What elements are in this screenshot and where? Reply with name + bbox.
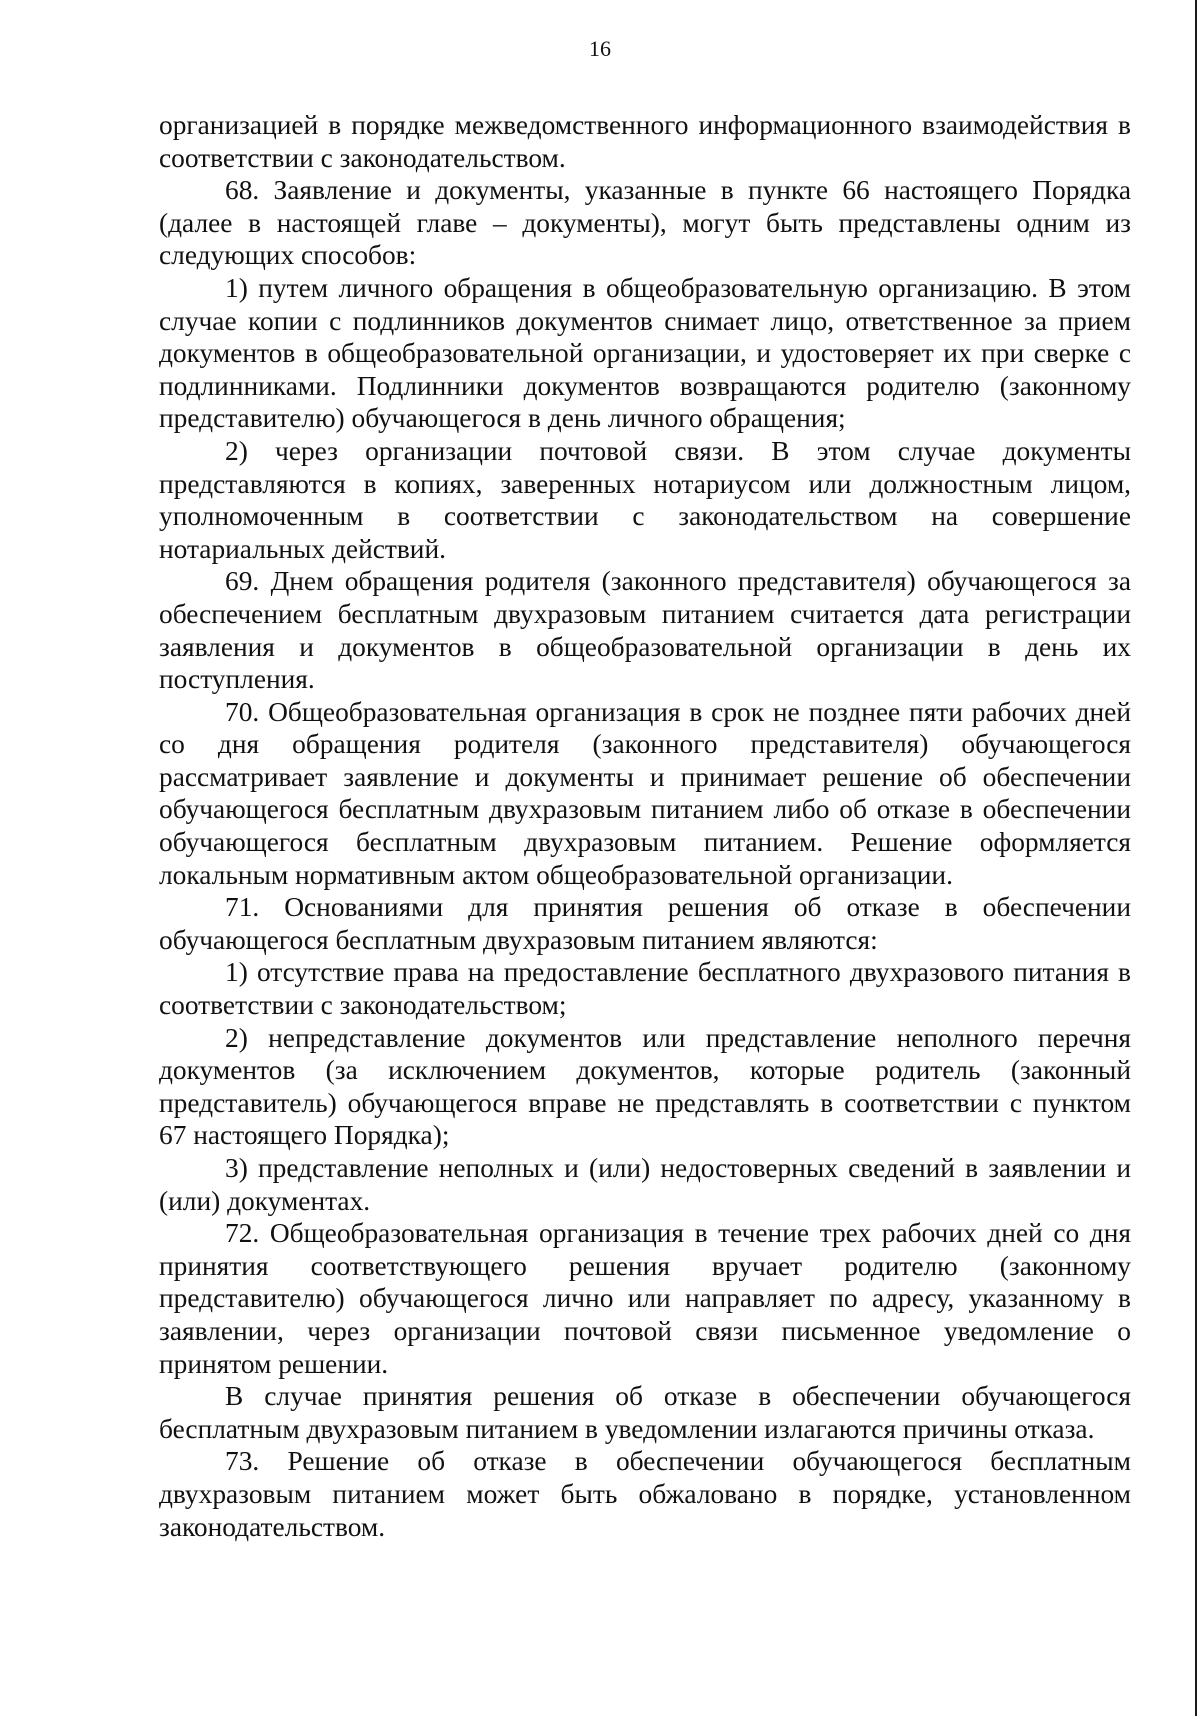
paragraph-68: 68. Заявление и документы, указанные в пункте 66 настоящего Порядка (далее в настоящей главе – документы), могут быть представлены одним из следующих способов: bbox=[159, 175, 1131, 271]
paragraph-71-item-2: 2) непредставление документов или представление неполного перечня документов (за исключением документов, которые родитель (законный представитель) обучающегося вправе не представлять в соответствии с пунктом 67 настоящего Порядка); bbox=[159, 1022, 1131, 1151]
paragraph-72-refusal: В случае принятия решения об отказе в обеспечении обучающегося бесплатным двухразовым питанием в уведомлении излагаются причины отказа. bbox=[159, 1381, 1131, 1444]
paragraph-73: 73. Решение об отказе в обеспечении обучающегося бесплатным двухразовым питанием может быть обжаловано в порядке, установленном законодательством. bbox=[159, 1446, 1131, 1542]
document-body bbox=[159, 109, 1131, 1543]
page-number: 16 bbox=[589, 36, 611, 61]
paragraph-71-item-1: 1) отсутствие права на предоставление бесплатного двухразового питания в соответствии с законодательством; bbox=[159, 957, 1131, 1021]
paragraph-72: 72. Общеобразовательная организация в течение трех рабочих дней со дня принятия соответствующего решения вручает родителю (законному представителю) обучающегося лично или направляет по адресу, указанному в заявлении, через организации почтовой связи письменное уведомление о принятом решении. bbox=[159, 1218, 1131, 1379]
paragraph-69: 69. Днем обращения родителя (законного представителя) обучающегося за обеспечением бесплатным двухразовым питанием считается дата регистрации заявления и документов в общеобразовательной организации в день их поступления. bbox=[159, 566, 1131, 695]
page-edge-line bbox=[1195, 0, 1197, 1716]
paragraph-68-item-2: 2) через организации почтовой связи. В этом случае документы представляются в копиях, заверенных нотариусом или должностным лицом, уполномоченным в соответствии с законодательством на совершение нотариальных действий. bbox=[159, 435, 1131, 564]
paragraph-71: 71. Основаниями для принятия решения об отказе в обеспечении обучающегося бесплатным двухразовым питанием являются: bbox=[159, 892, 1131, 955]
paragraph-continuation: организацией в порядке межведомственного информационного взаимодействия в соответствии с законодательством. bbox=[159, 110, 1131, 173]
paragraph-71-item-3: 3) представление неполных и (или) недостоверных сведений в заявлении и (или) документах. bbox=[159, 1153, 1131, 1216]
paragraph-68-item-1: 1) путем личного обращения в общеобразовательную организацию. В этом случае копии с подлинников документов снимает лицо, ответственное за прием документов в общеобразовательной организации, и удостоверяет их при сверке с подлинниками. Подлинники документов возвращаются родителю (законному представителю) обучающегося в день личного обращения; bbox=[159, 272, 1131, 434]
paragraph-70: 70. Общеобразовательная организация в срок не позднее пяти рабочих дней со дня обращения родителя (законного представителя) обучающегося рассматривает заявление и документы и принимает решение об обеспечении обучающегося бесплатным двухразовым питанием либо об отказе в обеспечении обучающегося бесплатным двухразовым питанием. Решение оформляется локальным нормативным актом общеобразовательной организации. bbox=[159, 696, 1131, 890]
